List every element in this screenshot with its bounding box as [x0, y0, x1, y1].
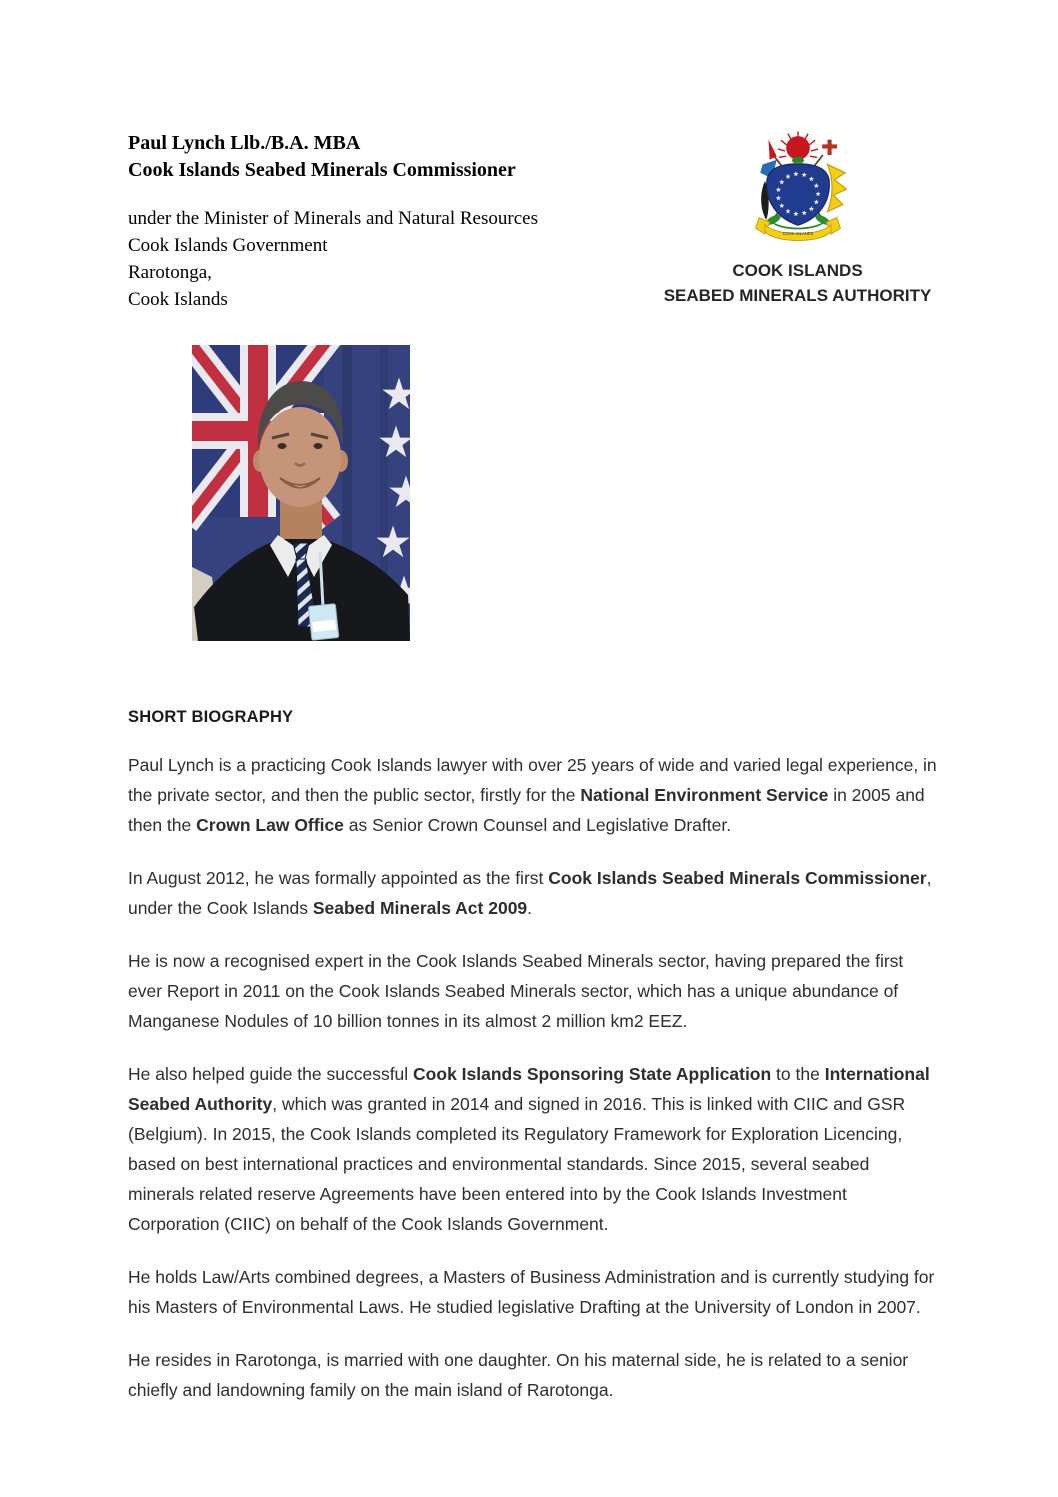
bio-bold-phrase: Seabed Minerals Act 2009 [312, 898, 528, 918]
biography-heading: SHORT BIOGRAPHY [128, 708, 294, 726]
bio-text: as Senior Crown Counsel and Legislative Drafter. [343, 815, 732, 835]
bio-text: to the [771, 1064, 825, 1084]
bio-bold-phrase: Crown Law Office [196, 815, 344, 835]
bio-text: He resides in Rarotonga, is married with one daughter. On his maternal side, he is related to a senior chiefly and landowning family on the main island of Rarotonga. [128, 1350, 909, 1400]
bio-bold-phrase: Cook Islands Seabed Minerals Commissioner [548, 868, 927, 888]
address-line: Cook Islands [128, 289, 228, 310]
address-block [128, 205, 648, 313]
bio-paragraphs [128, 750, 940, 1405]
bio-text: . [527, 898, 533, 918]
bio-text: , under the Cook Islands [128, 868, 932, 918]
authority-name-line2: SEABED MINERALS AUTHORITY [663, 286, 932, 305]
person-name: Paul Lynch Llb./B.A. MBA [128, 132, 361, 154]
bio-paragraph [128, 750, 940, 840]
bio-text: He also helped guide the successful [128, 1064, 414, 1084]
bio-bold-phrase: International Seabed Authority [128, 1064, 930, 1114]
bio-text: In August 2012, he was formally appointed as the first [128, 868, 549, 888]
bio-text: Paul Lynch is a practicing Cook Islands lawyer with over 25 years of wide and varied legal experience, in the private sector, and then the public sector, firstly for the [128, 755, 937, 805]
bio-bold-phrase: Cook Islands Sponsoring State Application [413, 1064, 772, 1084]
headdress [777, 131, 817, 165]
authority-logo [655, 130, 940, 308]
person-title: Cook Islands Seabed Minerals Commissioner [128, 159, 516, 181]
bio-paragraph [128, 1262, 940, 1322]
bio-paragraph [128, 1059, 940, 1239]
cook-islands-coat-of-arms-icon [739, 130, 857, 252]
portrait-photo-graphic [192, 345, 410, 641]
bio-text: He is now a recognised expert in the Cook Islands Seabed Minerals sector, having prepared the first ever Report in 2011 on the Cook Islands Seabed Minerals sector, which has a unique abundance of Manganese Nodules of 10 billion tonnes in its almost 2 million km2 EEZ. [128, 951, 904, 1031]
address-line: Rarotonga, [128, 262, 212, 283]
header-block [128, 130, 648, 313]
bio-paragraph [128, 946, 940, 1036]
bio-paragraph [128, 1345, 940, 1405]
biography-section [128, 708, 940, 1405]
address-line: under the Minister of Minerals and Natural Resources [128, 208, 538, 229]
bio-paragraph [128, 863, 940, 923]
bio-text: in 2005 and then the [128, 785, 925, 835]
crest-banner-text: COOK ISLANDS [782, 231, 813, 237]
portrait-photo [192, 345, 410, 641]
bio-text: , which was granted in 2014 and signed in 2016. This is linked with CIIC and GSR (Belgium). In 2015, the Cook Islands completed its Regulatory Framework for Exploration Licencing, based on best international practices and environmental standards. Since 2015, several seabed minerals related reserve Agreements have been entered into by the Cook Islands Investment Corporation (CIIC) on behalf of the Cook Islands Government. [128, 1094, 906, 1234]
bio-text: He holds Law/Arts combined degrees, a Masters of Business Administration and is currently studying for his Masters of Environmental Laws. He studied legislative Drafting at the University of London in 2007. [128, 1267, 935, 1317]
bio-bold-phrase: National Environment Service [580, 785, 829, 805]
authority-name-line1: COOK ISLANDS [732, 261, 863, 280]
address-line: Cook Islands Government [128, 235, 328, 256]
